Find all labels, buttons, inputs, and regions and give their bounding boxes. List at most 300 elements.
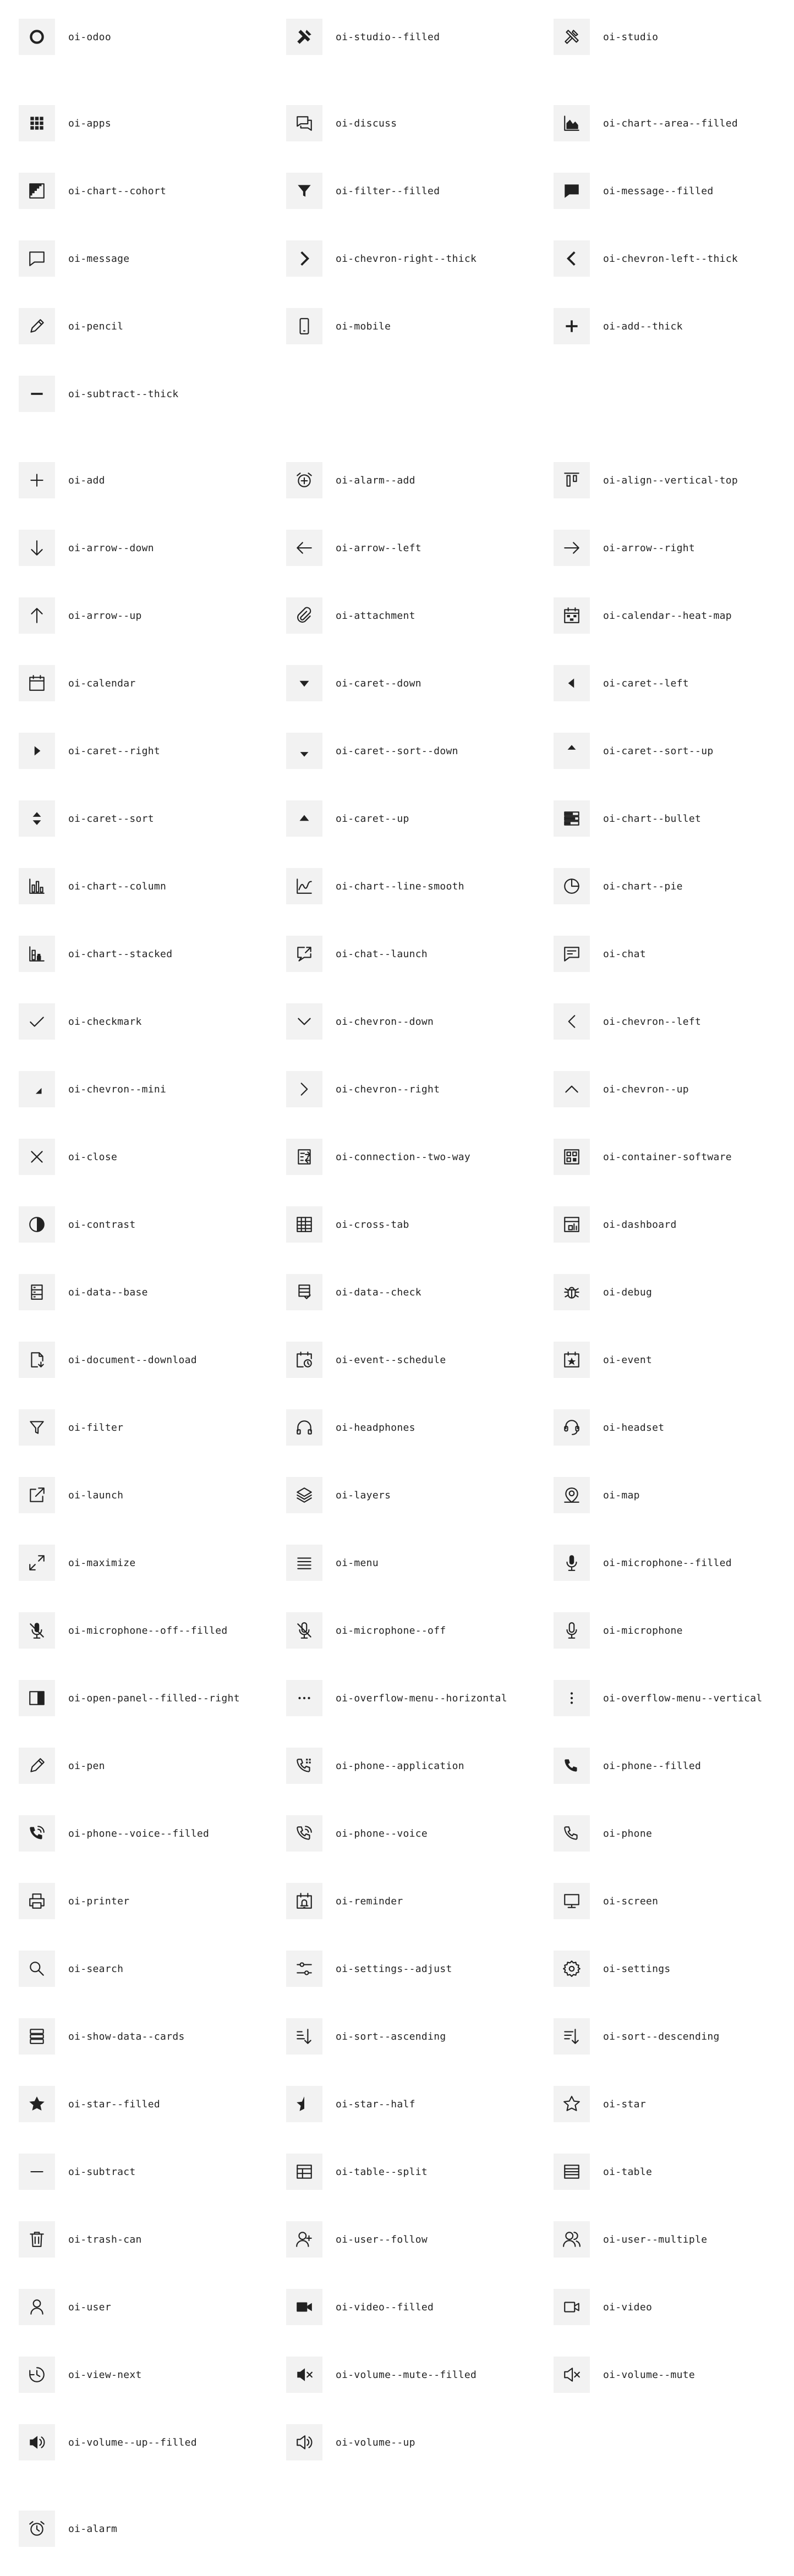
chart-stacked-icon	[19, 936, 55, 972]
caret-sort-icon	[19, 800, 55, 837]
oi-pen-item	[19, 1748, 105, 1784]
icon-label: oi-chevron-right--thick	[336, 252, 477, 265]
filter-icon	[19, 1409, 55, 1446]
icon-label: oi-message--filled	[603, 185, 714, 197]
pen-icon	[19, 1748, 55, 1784]
oi-container-software-item	[554, 1139, 732, 1175]
icon-label: oi-caret--sort--up	[603, 745, 714, 757]
icon-label: oi-chart--bullet	[603, 812, 702, 825]
chart-area-icon	[554, 105, 590, 141]
icon-label: oi-alarm	[68, 2523, 118, 2535]
phone-app-icon	[286, 1748, 322, 1784]
vol-mute-filled-icon	[286, 2357, 322, 2393]
oi-settings--adjust-item	[286, 1951, 452, 1987]
icon-label: oi-maximize	[68, 1557, 136, 1569]
icon-label: oi-sort--descending	[603, 2030, 720, 2042]
oi-caret--left-item	[554, 665, 689, 701]
oi-arrow--down-item	[19, 530, 154, 566]
oi-chevron--left-item	[554, 1003, 701, 1040]
icon-label: oi-pencil	[68, 320, 124, 332]
icon-label: oi-volume--mute--filled	[336, 2369, 477, 2381]
icon-label: oi-table--split	[336, 2166, 428, 2178]
oi-volume--up-item	[286, 2424, 415, 2460]
user-icon	[19, 2289, 55, 2325]
icon-label: oi-caret--right	[68, 745, 161, 757]
chev-left-thick-icon	[554, 240, 590, 277]
oi-caret--sort-item	[19, 800, 154, 837]
oi-layers-item	[286, 1477, 391, 1513]
icon-label: oi-volume--mute	[603, 2369, 696, 2381]
chev-mini-icon	[19, 1071, 55, 1107]
oi-pencil-item	[19, 308, 123, 344]
star-icon	[554, 2086, 590, 2122]
printer-icon	[19, 1883, 55, 1919]
icon-label: oi-chevron-left--thick	[603, 252, 738, 265]
icon-label: oi-caret--up	[336, 812, 409, 825]
icon-label: oi-microphone--off--filled	[68, 1624, 228, 1636]
chev-down-icon	[286, 1003, 322, 1040]
icon-label: oi-arrow--up	[68, 609, 142, 622]
icon-label: oi-settings--adjust	[336, 1963, 452, 1975]
icon-label: oi-studio	[603, 31, 659, 43]
icon-label: oi-phone	[603, 1827, 653, 1839]
table-icon	[554, 2154, 590, 2190]
icon-label: oi-chevron--up	[603, 1083, 689, 1095]
icon-label: oi-volume--up--filled	[68, 2436, 197, 2448]
oi-checkmark-item	[19, 1003, 142, 1040]
dashboard-icon	[554, 1206, 590, 1243]
arrow-up-icon	[19, 597, 55, 634]
icon-label: oi-show-data--cards	[68, 2030, 185, 2042]
filter-filled-icon	[286, 173, 322, 209]
icon-label: oi-pen	[68, 1760, 105, 1772]
oi-chart--area--filled-item	[554, 105, 738, 141]
oi-microphone--off--filled-item	[19, 1612, 228, 1649]
oi-caret--sort--up-item	[554, 733, 713, 769]
layers-icon	[286, 1477, 322, 1513]
oi-chevron-right--thick-item	[286, 240, 477, 277]
oi-add-item	[19, 462, 105, 498]
overflow-h-icon	[286, 1680, 322, 1716]
oi-volume--mute--filled-item	[286, 2357, 477, 2393]
oi-microphone--filled-item	[554, 1545, 732, 1581]
subtract-icon	[19, 2154, 55, 2190]
message-icon	[19, 240, 55, 277]
oi-connection--two-way-item	[286, 1139, 470, 1175]
oi-menu-item	[286, 1545, 379, 1581]
oi-caret--down-item	[286, 665, 421, 701]
oi-chart--pie-item	[554, 868, 683, 904]
oi-contrast-item	[19, 1206, 136, 1243]
icon-label: oi-add	[68, 474, 105, 486]
oi-reminder-item	[286, 1883, 403, 1919]
oi-volume--up--filled-item	[19, 2424, 197, 2460]
close-icon	[19, 1139, 55, 1175]
add-thick-icon	[554, 308, 590, 344]
mic-off-icon	[286, 1612, 322, 1649]
icon-label: oi-checkmark	[68, 1015, 142, 1028]
icon-label: oi-chart--stacked	[68, 948, 173, 960]
oi-open-panel--filled--right-item	[19, 1680, 240, 1716]
alarm-icon	[19, 2511, 55, 2547]
oi-apps-item	[19, 105, 111, 141]
view-next-icon	[19, 2357, 55, 2393]
oi-sort--ascending-item	[286, 2018, 446, 2055]
oi-chevron--up-item	[554, 1071, 689, 1107]
icon-label: oi-close	[68, 1151, 118, 1163]
icon-label: oi-event	[603, 1354, 653, 1366]
oi-microphone--off-item	[286, 1612, 446, 1649]
oi-filter--filled-item	[286, 173, 440, 209]
oi-calendar-item	[19, 665, 136, 701]
phone-voice-icon	[286, 1815, 322, 1852]
screen-icon	[554, 1883, 590, 1919]
icon-label: oi-trash-can	[68, 2233, 142, 2245]
icon-label: oi-star--half	[336, 2098, 415, 2110]
sort-asc-icon	[286, 2018, 322, 2055]
icon-label: oi-overflow-menu--vertical	[603, 1692, 763, 1704]
oi-caret--up-item	[286, 800, 409, 837]
icon-label: oi-discuss	[336, 117, 397, 129]
icon-label: oi-phone--voice--filled	[68, 1827, 210, 1839]
oi-arrow--right-item	[554, 530, 695, 566]
calendar-icon	[19, 665, 55, 701]
caret-up-icon	[286, 800, 322, 837]
headset-icon	[554, 1409, 590, 1446]
database-icon	[19, 1274, 55, 1310]
reminder-icon	[286, 1883, 322, 1919]
icon-label: oi-chart--pie	[603, 880, 683, 892]
chat-launch-icon	[286, 936, 322, 972]
icon-label: oi-apps	[68, 117, 111, 129]
icon-label: oi-caret--down	[336, 677, 421, 689]
launch-icon	[19, 1477, 55, 1513]
icon-label: oi-user--multiple	[603, 2233, 708, 2245]
icon-label: oi-star--filled	[68, 2098, 161, 2110]
icon-label: oi-mobile	[336, 320, 391, 332]
icon-label: oi-phone--filled	[603, 1760, 702, 1772]
icon-label: oi-data--base	[68, 1286, 148, 1298]
oi-dashboard-item	[554, 1206, 677, 1243]
trash-icon	[19, 2221, 55, 2258]
icon-label: oi-sort--ascending	[336, 2030, 446, 2042]
oi-sort--descending-item	[554, 2018, 720, 2055]
debug-icon	[554, 1274, 590, 1310]
contrast-icon	[19, 1206, 55, 1243]
oi-chevron--mini-item	[19, 1071, 166, 1107]
oi-star--filled-item	[19, 2086, 160, 2122]
oi-chevron--down-item	[286, 1003, 434, 1040]
icon-label: oi-add--thick	[603, 320, 683, 332]
icon-label: oi-menu	[336, 1557, 379, 1569]
oi-calendar--heat-map-item	[554, 597, 732, 634]
caret-right-icon	[19, 733, 55, 769]
oi-phone--application-item	[286, 1748, 464, 1784]
icon-label: oi-filter	[68, 1421, 124, 1433]
oi-message--filled-item	[554, 173, 713, 209]
oi-event--schedule-item	[286, 1342, 446, 1378]
icon-label: oi-screen	[603, 1895, 659, 1907]
message-filled-icon	[554, 173, 590, 209]
icon-label: oi-microphone--filled	[603, 1557, 732, 1569]
oi-show-data--cards-item	[19, 2018, 185, 2055]
odoo-icon	[19, 19, 55, 55]
icon-label: oi-subtract--thick	[68, 388, 179, 400]
oi-volume--mute-item	[554, 2357, 695, 2393]
align-top-icon	[554, 462, 590, 498]
overflow-v-icon	[554, 1680, 590, 1716]
icon-label: oi-volume--up	[336, 2436, 415, 2448]
oi-launch-item	[19, 1477, 123, 1513]
icon-label: oi-video--filled	[336, 2301, 434, 2313]
sort-desc-icon	[554, 2018, 590, 2055]
oi-arrow--left-item	[286, 530, 421, 566]
oi-attachment-item	[286, 597, 415, 634]
oi-alarm-item	[19, 2511, 117, 2547]
oi-event-item	[554, 1342, 652, 1378]
chat-icon	[554, 936, 590, 972]
icon-label: oi-cross-tab	[336, 1218, 409, 1231]
discuss-icon	[286, 105, 322, 141]
map-icon	[554, 1477, 590, 1513]
oi-chart--bullet-item	[554, 800, 701, 837]
chev-right-thick-icon	[286, 240, 322, 277]
oi-table-item	[554, 2154, 652, 2190]
caret-left-icon	[554, 665, 590, 701]
phone-voice-filled-icon	[19, 1815, 55, 1852]
vol-up-icon	[286, 2424, 322, 2460]
oi-chat-item	[554, 936, 646, 972]
cross-tab-icon	[286, 1206, 322, 1243]
oi-arrow--up-item	[19, 597, 142, 634]
mic-icon	[554, 1612, 590, 1649]
icon-label: oi-message	[68, 252, 130, 265]
oi-chart--line-smooth-item	[286, 868, 464, 904]
oi-headphones-item	[286, 1409, 415, 1446]
icon-label: oi-attachment	[336, 609, 415, 622]
table-split-icon	[286, 2154, 322, 2190]
settings-icon	[554, 1951, 590, 1987]
oi-overflow-menu--horizontal-item	[286, 1680, 507, 1716]
oi-video--filled-item	[286, 2289, 434, 2325]
icon-label: oi-arrow--left	[336, 542, 421, 554]
connection-icon	[286, 1139, 322, 1175]
chart-line-icon	[286, 868, 322, 904]
icon-label: oi-document--download	[68, 1354, 197, 1366]
user-multiple-icon	[554, 2221, 590, 2258]
icon-label: oi-arrow--down	[68, 542, 154, 554]
oi-screen-item	[554, 1883, 658, 1919]
oi-discuss-item	[286, 105, 397, 141]
icon-label: oi-video	[603, 2301, 653, 2313]
oi-chat--launch-item	[286, 936, 428, 972]
oi-microphone-item	[554, 1612, 683, 1649]
vol-up-filled-icon	[19, 2424, 55, 2460]
icon-label: oi-subtract	[68, 2166, 136, 2178]
icon-label: oi-user	[68, 2301, 111, 2313]
doc-download-icon	[19, 1342, 55, 1378]
checkmark-icon	[19, 1003, 55, 1040]
data-check-icon	[286, 1274, 322, 1310]
oi-video-item	[554, 2289, 652, 2325]
icon-label: oi-phone--voice	[336, 1827, 428, 1839]
icon-label: oi-phone--application	[336, 1760, 464, 1772]
icon-label: oi-chevron--down	[336, 1015, 434, 1028]
icon-label: oi-headphones	[336, 1421, 415, 1433]
oi-overflow-menu--vertical-item	[554, 1680, 763, 1716]
oi-headset-item	[554, 1409, 664, 1446]
alarm-add-icon	[286, 462, 322, 498]
icon-label: oi-alarm--add	[336, 474, 415, 486]
icon-label: oi-data--check	[336, 1286, 421, 1298]
oi-studio-item	[554, 19, 658, 55]
icon-label: oi-caret--left	[603, 677, 689, 689]
chev-up-icon	[554, 1071, 590, 1107]
chart-pie-icon	[554, 868, 590, 904]
icon-label: oi-container-software	[603, 1151, 732, 1163]
icon-label: oi-settings	[603, 1963, 671, 1975]
oi-user-item	[19, 2289, 111, 2325]
icon-label: oi-chat	[603, 948, 646, 960]
oi-chevron-left--thick-item	[554, 240, 738, 277]
video-icon	[554, 2289, 590, 2325]
oi-user--multiple-item	[554, 2221, 707, 2258]
oi-debug-item	[554, 1274, 652, 1310]
oi-cross-tab-item	[286, 1206, 409, 1243]
oi-filter-item	[19, 1409, 123, 1446]
oi-caret--right-item	[19, 733, 160, 769]
maximize-icon	[19, 1545, 55, 1581]
icon-label: oi-user--follow	[336, 2233, 428, 2245]
icon-label: oi-caret--sort--down	[336, 745, 458, 757]
chev-left-icon	[554, 1003, 590, 1040]
phone-filled-icon	[554, 1748, 590, 1784]
oi-close-item	[19, 1139, 117, 1175]
icon-label: oi-microphone	[603, 1624, 683, 1636]
icon-label: oi-open-panel--filled--right	[68, 1692, 240, 1704]
icon-label: oi-dashboard	[603, 1218, 677, 1231]
icon-label: oi-arrow--right	[603, 542, 696, 554]
star-half-icon	[286, 2086, 322, 2122]
oi-align--vertical-top-item	[554, 462, 738, 498]
icon-label: oi-contrast	[68, 1218, 136, 1231]
mobile-icon	[286, 308, 322, 344]
open-panel-icon	[19, 1680, 55, 1716]
icon-label: oi-chevron--left	[603, 1015, 702, 1028]
icon-label: oi-map	[603, 1489, 640, 1501]
oi-studio--filled-item	[286, 19, 440, 55]
mic-off-filled-icon	[19, 1612, 55, 1649]
video-filled-icon	[286, 2289, 322, 2325]
arrow-left-icon	[286, 530, 322, 566]
container-icon	[554, 1139, 590, 1175]
oi-chart--stacked-item	[19, 936, 172, 972]
icon-label: oi-layers	[336, 1489, 391, 1501]
icon-label: oi-chart--area--filled	[603, 117, 738, 129]
icon-label: oi-launch	[68, 1489, 124, 1501]
icon-label: oi-view-next	[68, 2369, 142, 2381]
pencil-icon	[19, 308, 55, 344]
oi-document--download-item	[19, 1342, 197, 1378]
caret-down-icon	[286, 665, 322, 701]
icon-label: oi-calendar	[68, 677, 136, 689]
icon-label: oi-table	[603, 2166, 653, 2178]
icon-label: oi-chart--cohort	[68, 185, 167, 197]
event-icon	[554, 1342, 590, 1378]
oi-settings-item	[554, 1951, 671, 1987]
attachment-icon	[286, 597, 322, 634]
oi-mobile-item	[286, 308, 391, 344]
oi-phone--voice-item	[286, 1815, 428, 1852]
calendar-heat-icon	[554, 597, 590, 634]
icon-label: oi-connection--two-way	[336, 1151, 471, 1163]
event-schedule-icon	[286, 1342, 322, 1378]
oi-view-next-item	[19, 2357, 142, 2393]
oi-maximize-item	[19, 1545, 136, 1581]
icon-label: oi-align--vertical-top	[603, 474, 738, 486]
caret-sort-up-icon	[554, 733, 590, 769]
vol-mute-icon	[554, 2357, 590, 2393]
add-icon	[19, 462, 55, 498]
oi-phone-item	[554, 1815, 652, 1852]
phone-icon	[554, 1815, 590, 1852]
oi-trash-can-item	[19, 2221, 142, 2258]
studio-icon	[554, 19, 590, 55]
icon-label: oi-caret--sort	[68, 812, 154, 825]
icon-label: oi-event--schedule	[336, 1354, 446, 1366]
oi-star--half-item	[286, 2086, 415, 2122]
search-icon	[19, 1951, 55, 1987]
oi-user--follow-item	[286, 2221, 428, 2258]
oi-data--base-item	[19, 1274, 148, 1310]
chart-bullet-icon	[554, 800, 590, 837]
oi-printer-item	[19, 1883, 129, 1919]
star-filled-icon	[19, 2086, 55, 2122]
settings-adjust-icon	[286, 1951, 322, 1987]
icon-label: oi-chart--line-smooth	[336, 880, 464, 892]
icon-label: oi-star	[603, 2098, 646, 2110]
oi-add--thick-item	[554, 308, 683, 344]
icon-label: oi-headset	[603, 1421, 665, 1433]
user-follow-icon	[286, 2221, 322, 2258]
icon-label: oi-studio--filled	[336, 31, 440, 43]
apps-icon	[19, 105, 55, 141]
oi-message-item	[19, 240, 129, 277]
icon-label: oi-overflow-menu--horizontal	[336, 1692, 507, 1704]
icon-label: oi-chevron--right	[336, 1083, 440, 1095]
icon-label: oi-printer	[68, 1895, 130, 1907]
oi-chevron--right-item	[286, 1071, 440, 1107]
icon-label: oi-search	[68, 1963, 124, 1975]
icon-label: oi-chart--column	[68, 880, 167, 892]
oi-phone--voice--filled-item	[19, 1815, 209, 1852]
icon-label: oi-reminder	[336, 1895, 403, 1907]
icon-label: oi-chevron--mini	[68, 1083, 167, 1095]
oi-subtract--thick-item	[19, 376, 178, 412]
mic-filled-icon	[554, 1545, 590, 1581]
oi-star-item	[554, 2086, 646, 2122]
oi-search-item	[19, 1951, 123, 1987]
oi-phone--filled-item	[554, 1748, 701, 1784]
chart-cohort-icon	[19, 173, 55, 209]
oi-map-item	[554, 1477, 640, 1513]
icon-label: oi-chat--launch	[336, 948, 428, 960]
arrow-right-icon	[554, 530, 590, 566]
icon-label: oi-debug	[603, 1286, 653, 1298]
studio-filled-icon	[286, 19, 322, 55]
menu-icon	[286, 1545, 322, 1581]
oi-table--split-item	[286, 2154, 428, 2190]
